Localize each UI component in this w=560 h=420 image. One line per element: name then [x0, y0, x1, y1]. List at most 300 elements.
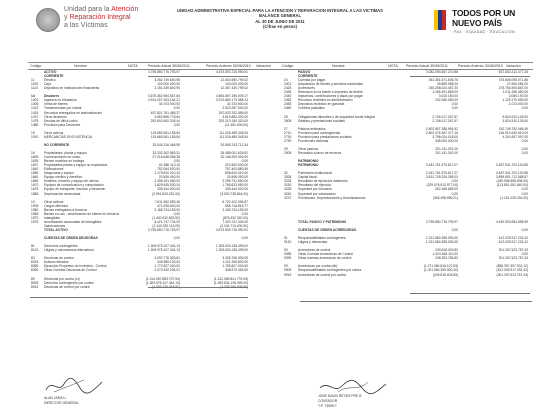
row-code: 89: [31, 276, 35, 281]
row-previous-value: 0,00: [521, 146, 528, 151]
report-title: BALANCE GENERAL: [258, 13, 302, 19]
logo-line-1: TODOS POR UN: [452, 8, 516, 18]
row-current-value: 2.706.017.267,67: [432, 118, 458, 123]
row-code: 1605: [31, 155, 39, 160]
row-previous-value: 301.267.523.757,43: [498, 256, 528, 261]
entity-title: UNIDAD ADMINISTRATIVA ESPECIAL PARA LA ATENCION Y REPARACION INTEGRAL A LAS VICTIMAS: [177, 8, 383, 13]
row-previous-value: 301.267.523.757,43: [498, 248, 528, 253]
row-previous-value: 1.768.623.550,00: [222, 183, 248, 188]
row-code: 83: [31, 256, 35, 261]
row-label: ACTIVO: [44, 70, 57, 74]
row-code: 2455: [284, 102, 292, 107]
row-current-value: (2.140.332.113,09): [152, 223, 180, 228]
row-label: Cuentas por pagar: [298, 78, 326, 83]
row-previous-value: (1.312.969.841.778,05): [213, 276, 248, 281]
row-code: 93: [284, 248, 288, 253]
row-code: 91: [284, 236, 288, 241]
row-label: Derechos contingentes por contra: [44, 280, 94, 285]
row-current-value: 27.216.638.556,38: [152, 155, 180, 160]
row-previous-value: 0,00: [521, 187, 528, 192]
row-code: 2460: [284, 106, 292, 111]
row-code: 9390: [284, 256, 292, 261]
director-signature: [44, 376, 104, 396]
row-previous-value: 3.487.941.702.100,65: [495, 171, 528, 176]
row-previous-value: 4.673.593.715.990,91: [215, 70, 248, 74]
row-code: 1965: [31, 211, 39, 216]
row-label: TOTAL ACTIVO: [44, 227, 68, 232]
row-code: 19: [31, 199, 35, 204]
row-current-value: 0,00: [173, 211, 180, 216]
col-left-current: Periodo Actual 30/06/2011: [148, 64, 190, 68]
row-current-value: 3.181.761.973.817,07: [425, 163, 458, 168]
report-header: [170, 8, 390, 30]
row-label: Construcciones en curso: [44, 155, 81, 160]
accountant-title: CONTADOR: [318, 399, 338, 403]
row-previous-value: 2.523.257.940,00: [222, 106, 248, 111]
row-code: 1640: [31, 167, 39, 172]
row-code: 8355: [31, 264, 39, 269]
row-current-value: 249.818.403,83: [435, 248, 458, 253]
row-code: 8390: [31, 268, 39, 273]
row-code: 99: [284, 264, 288, 269]
row-label: CUENTAS DE ORDEN ACREEDORAS: [298, 227, 357, 232]
row-label: Impuestos, contribuciones y tasas por pagar: [298, 94, 363, 99]
row-label: Deudores: [44, 94, 60, 99]
row-current-value: 2.706.017.267,67: [432, 114, 458, 119]
row-current-value: (1.271.984.816.107,83): [423, 264, 458, 269]
row-previous-value: 4.201.697.097,00: [502, 134, 528, 139]
row-label: Obligaciones laborales y de seguridad social integral: [298, 114, 375, 119]
unidad-victimas-logo: [36, 4, 186, 38]
row-previous-value: 512.025.917.232,42: [498, 236, 528, 241]
row-previous-value: 836.810.310,00: [225, 171, 248, 176]
row-current-value: 349.985.120,00: [157, 260, 180, 265]
row-code: 3270: [284, 195, 292, 200]
row-label: Acreedoras de control por contra: [298, 272, 347, 277]
row-current-value: 3.675.362.964.567,84: [147, 94, 180, 99]
row-label: Provisiones diversas: [298, 138, 329, 143]
section-rule: [300, 301, 532, 302]
row-previous-value: (512.025.917.232,42): [496, 268, 528, 273]
col-left-code: Código: [30, 64, 42, 68]
row-code: 2401: [284, 82, 292, 87]
row-code: 1635: [31, 159, 39, 164]
row-code: 1105: [31, 82, 39, 87]
row-current-value: 49.689.086,00: [436, 82, 458, 87]
unidad-victimas-logo-text: Unidad para la Atención y Reparación Integral a las Víctimas: [64, 6, 139, 29]
row-previous-value: (1.309.634.135.499,00): [213, 280, 248, 285]
row-label: Ejecución Proyectos de Inversión - Control: [44, 264, 107, 269]
row-previous-value: 2.299.731.550,00: [222, 179, 248, 184]
row-current-value: 0,00: [173, 236, 180, 241]
row-previous-value: 376.805.095.071,86: [498, 78, 528, 83]
row-current-value: (2.951.833.252,00): [152, 191, 180, 196]
row-label: Capital fiscal: [298, 175, 317, 180]
row-code: 1660: [31, 175, 39, 180]
row-current-value: 2.802.857.288.954,92: [425, 126, 458, 131]
row-current-value: 201.411.301,00: [435, 146, 458, 151]
row-code: 1665: [31, 179, 39, 184]
row-current-value: 3.181.761.973.817,07: [425, 171, 458, 176]
row-previous-value: 152.749.752.066,49: [498, 126, 528, 131]
row-code: 2790: [284, 138, 292, 143]
row-code: 32: [284, 171, 288, 176]
row-current-value: 457.821.781.485,37: [150, 110, 180, 115]
row-label: Intangibles: [44, 215, 60, 220]
row-label: Retención en la fuente e impuesto de timbre: [298, 90, 363, 95]
row-previous-value: 146.914.630.610,00: [498, 130, 528, 135]
row-label: Provisiones, Depreciaciones y Amortizaciones: [298, 195, 366, 200]
row-label: Cargos diferidos: [44, 203, 69, 208]
row-current-value: 2.802.376.267.377,16: [425, 130, 458, 135]
row-label: Edificaciones: [44, 167, 64, 172]
row-label: Pasivos estimados: [298, 126, 326, 131]
row-previous-value: 0,00: [521, 252, 528, 257]
row-current-value: (1.309.975.107.344,13): [145, 280, 180, 285]
row-previous-value: (301.267.523.757,43): [496, 272, 528, 277]
row-previous-value: 3.065.190,00: [508, 94, 528, 99]
row-code: 1975: [31, 219, 39, 224]
row-previous-value: (189.508.958.908,00): [496, 179, 528, 184]
row-previous-value: 1.221.305.800,00: [222, 260, 248, 265]
row-code: 9915: [284, 272, 292, 277]
row-current-value: 3.795.850.776.793,97: [425, 219, 458, 224]
row-previous-value: 1.129.170.553,00: [502, 98, 528, 103]
row-previous-value: 1.309.634.135.499,00: [215, 244, 248, 249]
col-left-variation: Variación: [256, 64, 271, 68]
row-code: 2710: [284, 130, 292, 135]
column-header-bar: [28, 62, 533, 70]
row-code: 1480: [31, 122, 39, 127]
col-left-previous: Periodo Anterior 30/06/2010: [206, 64, 251, 68]
row-previous-value: 292.210.180.320,00: [218, 118, 248, 123]
row-label: TOTAL PASIVO Y PATRIMONIO: [298, 219, 347, 224]
row-current-value: 345.000.000,00: [435, 138, 458, 143]
row-label: Caja: [44, 82, 51, 87]
col-right-variation: Variación: [506, 64, 521, 68]
row-current-value: 1.266.491.869,00: [432, 90, 458, 95]
row-previous-value: (1.151.229.434,00): [500, 195, 528, 200]
row-current-value: 7.611.952.583,45: [154, 199, 180, 204]
row-label: Equipo médico y científico: [44, 175, 83, 180]
row-current-value: 2.070.932.294,01: [154, 268, 180, 273]
row-code: 1475: [31, 118, 39, 123]
todos-por-un-nuevo-pais-logo: [432, 6, 532, 40]
row-current-value: 1.021.560.359.000,00: [425, 240, 458, 245]
row-current-value: 3.512.709.334.358,03: [425, 175, 458, 180]
row-current-value: 3.796.024.018,00: [432, 134, 458, 139]
report-units: (Cifras en pesos): [263, 24, 297, 30]
row-current-value: 0,00: [451, 191, 458, 196]
row-previous-value: 6.720.102.094,87: [222, 199, 248, 204]
row-current-value: 8.421.747.734,00: [154, 219, 180, 224]
row-current-value: 3.863.656.776,64: [154, 114, 180, 119]
col-right-nota: NOTA: [388, 64, 398, 68]
row-current-value: 1.179.810.310,43: [154, 171, 180, 176]
row-code: 2453: [284, 98, 292, 103]
row-label: Propiedades, planta y equipo: [44, 151, 87, 155]
row-label: CUENTAS DE ORDEN DEUDORAS: [44, 236, 98, 241]
row-previous-value: 537.652.213.377,28: [498, 70, 528, 74]
row-code: 1406: [31, 102, 39, 107]
row-current-value: 3.795.850.776.793,97: [147, 227, 180, 232]
row-code: 9905: [284, 268, 292, 273]
row-current-value: 34.703.900,00: [158, 102, 180, 107]
row-code: 2905: [284, 151, 292, 155]
row-current-value: 119.660.061.155,54: [150, 134, 180, 139]
row-code: 9355: [284, 252, 292, 257]
row-label: Acreedores: [298, 86, 315, 91]
row-code: 2436: [284, 90, 292, 95]
row-label: Equipo de transporte, tracción y elevación: [44, 187, 106, 192]
row-current-value: 0,00: [173, 159, 180, 164]
row-current-value: 292.602.652.305,44: [150, 118, 180, 123]
row-previous-value: 3.624.910.126,00: [502, 118, 528, 123]
row-previous-value: (3.104.713.400,00): [220, 223, 248, 228]
row-code: 8315: [31, 260, 39, 265]
row-previous-value: (858.397.397.001,12): [496, 264, 528, 269]
total-rule: [148, 76, 248, 77]
row-label: Provisión para contingencias: [298, 130, 341, 135]
row-label: Bienes entregados a terceros: [44, 207, 88, 212]
colombia-seal-icon: [36, 8, 60, 32]
row-previous-value: 0,00: [521, 227, 528, 232]
row-current-value: 3.610.180,00: [438, 94, 458, 99]
row-current-value: 0,00: [173, 106, 180, 111]
row-label: CORRIENTE: [298, 74, 318, 79]
row-label: Responsabilidades contingentes por contra: [298, 268, 362, 273]
row-current-value: 1.772.827.000,00: [154, 264, 180, 269]
row-previous-value: 3.487.941.702.100,65: [495, 163, 528, 168]
row-current-value: 100.000.000,00: [157, 82, 180, 87]
row-previous-value: 0,00: [521, 138, 528, 143]
row-current-value: 248.393.785,83: [435, 256, 458, 261]
logo-line-2: NUEVO PAÍS: [452, 18, 502, 28]
row-label: Resultado de ejercicios anteriores: [298, 179, 348, 184]
row-label: Deudas de difícil cobro: [44, 118, 78, 123]
row-current-value: 102.065.080,00: [435, 98, 458, 103]
row-previous-value: 12.603.950.799,02: [220, 78, 248, 83]
col-right-previous: Periodo Anterior 30/06/2010: [458, 64, 503, 68]
row-code: 1905: [31, 203, 39, 208]
row-code: 1110: [31, 86, 38, 91]
row-code: 29: [284, 146, 288, 151]
row-current-value: (1.314.067.883.707,94): [145, 276, 180, 281]
accountant-name: JOSE DAVID REYES PRE B: [318, 394, 362, 398]
row-label: Litigios y mecanismos alternativos: [44, 248, 95, 253]
row-current-value: 3.795.850.776.793,97: [147, 70, 180, 74]
row-previous-value: 267.633.762.889,00: [218, 110, 248, 115]
accountant-signature: [318, 376, 388, 396]
row-label: Activos retirados: [44, 260, 69, 265]
total-rule: [410, 293, 530, 294]
row-previous-value: 27.660.084,00: [506, 82, 528, 87]
row-code: 1970: [31, 215, 39, 220]
row-current-value: 335.444.000,00: [157, 187, 180, 192]
row-label: Depósitos recibidos en garantía: [298, 102, 345, 107]
row-previous-value: 7.420.747.334,00: [222, 219, 248, 224]
row-label: Transferencias por cobrar: [44, 106, 82, 111]
row-label: Otros deudores: [44, 114, 67, 119]
row-previous-value: 0,00: [521, 106, 528, 111]
director-name: ALAN JARA U: [44, 396, 66, 400]
row-current-value: (4.092.776.363,81): [152, 284, 180, 289]
row-current-value: 752.064.920,00: [157, 167, 180, 172]
row-previous-value: 20.148.200.000,00: [220, 155, 248, 160]
row-label: Efectivo: [44, 78, 56, 83]
row-label: Otras Cuentas Acreedoras de Control: [298, 252, 353, 257]
row-current-value: (1.400.032.653,52): [152, 215, 180, 220]
report-date: AL 30 DE JUNIO DE 2011: [255, 18, 305, 24]
row-label: NO CORRIENTE: [44, 142, 70, 147]
row-current-value: 3.264.749.840,95: [154, 78, 180, 83]
row-previous-value: 111.026.489.345,94: [219, 130, 248, 135]
row-previous-value: 1.309.634.135.499,00: [215, 248, 248, 253]
row-label: PASIVO: [298, 70, 311, 74]
row-label: CORRIENTE: [44, 74, 64, 79]
row-previous-value: (3.000.738.864,00): [220, 191, 248, 196]
row-label: Recursos recibidos en administración: [298, 98, 353, 103]
row-current-value: (363.498.996,21): [432, 195, 458, 200]
row-previous-value: 2.165.724.183,00: [222, 207, 248, 212]
row-previous-value: 210.500.000,00: [225, 163, 248, 168]
row-previous-value: 0,00: [241, 236, 248, 241]
row-label: Resultado del ejercicio: [298, 183, 332, 188]
row-current-value: 246.258.023.457,20: [428, 86, 458, 91]
row-code: 27: [284, 126, 288, 131]
row-previous-value: 100.000.000,00: [225, 82, 248, 87]
row-code: 16: [31, 151, 35, 155]
row-code: 1685: [31, 191, 39, 196]
row-previous-value: 111.026.489.345,94: [219, 134, 248, 139]
row-label: Ingresos no tributarios: [44, 98, 77, 103]
row-current-value: 262.169.689,00: [435, 187, 458, 192]
row-label: Deudoras por contra (cr): [44, 276, 80, 281]
row-current-value: 2.168.724.183,00: [154, 207, 180, 212]
row-code: 3208: [284, 175, 292, 180]
row-code: 11: [31, 78, 35, 83]
row-label: Muebles, enseres y equipo de oficina: [44, 179, 99, 184]
row-current-value: 3.082.094.557.270,88: [425, 70, 458, 74]
row-code: 2505: [284, 118, 292, 123]
row-previous-value: 1.765.827.000,00: [222, 264, 248, 269]
row-label: Otros pasivos: [298, 146, 319, 151]
row-label: Amortización acumulada de intangibles: [44, 219, 102, 224]
row-label: Otros activos: [44, 130, 64, 135]
row-current-value: 0,00: [451, 179, 458, 184]
row-label: Propiedades planta y equipo no explotados: [44, 163, 108, 168]
row-current-value: 1.829.535.530,24: [154, 183, 180, 188]
row-current-value: 0,00: [451, 102, 458, 107]
row-code: 2440: [284, 94, 292, 99]
row-previous-value: 3.815.883.330,00: [222, 114, 248, 119]
row-current-value: 0,00: [173, 122, 180, 127]
logo-tagline: PAZ · EQUIDAD · EDUCACIÓN: [454, 30, 516, 34]
row-code: 2425: [284, 86, 292, 91]
row-label: Deudoras de control: [44, 256, 74, 261]
row-previous-value: 3.624.910.126,00: [502, 114, 528, 119]
row-previous-value: 4.490.933.654.698,99: [495, 219, 528, 224]
row-code: 8915: [31, 284, 39, 289]
row-code: 1675: [31, 187, 39, 192]
row-code: 8905: [31, 280, 39, 285]
row-label: Otros activos: [44, 199, 64, 204]
row-code: 1424: [31, 110, 39, 115]
flag-mark-icon: [432, 8, 448, 32]
row-previous-value: 12.357.430.799,02: [220, 86, 248, 91]
row-previous-value: 0,00: [521, 191, 528, 196]
row-code: 2715: [284, 134, 292, 139]
row-previous-value: 26.488.001.626,62: [220, 151, 248, 155]
row-code: 1470: [31, 114, 39, 119]
row-label: Acreedoras por contra (db): [298, 264, 338, 269]
row-label: MERCANCÍAS EN EXISTENCIA: [44, 134, 92, 139]
row-label: Adquisición de bienes y servicios nacionales: [298, 82, 364, 87]
row-label: Recaudos a favor de terceros: [298, 151, 342, 155]
row-label: Bienes en uso - amortización de bienes en terceros: [44, 211, 120, 216]
row-code: 3235: [284, 187, 292, 192]
row-previous-value: 658.716.815,77: [225, 203, 248, 208]
row-current-value: 2.308.151.560,00: [154, 179, 180, 184]
row-previous-value: 20.508.743.712,34: [220, 142, 248, 147]
row-previous-value: (3.335.706.309,05): [220, 284, 248, 289]
row-current-value: (1.021.560.359.000,00): [423, 268, 458, 273]
row-previous-value: 0,00: [241, 159, 248, 164]
row-label: Créditos judiciales: [298, 106, 325, 111]
row-code: 81: [31, 244, 35, 249]
row-label: Superávit por valorización: [298, 191, 336, 196]
col-left-nota: NOTA: [128, 64, 138, 68]
row-label: Maquinaria y equipo: [44, 171, 74, 176]
row-code: 9120: [284, 240, 292, 245]
row-label: Equipos de comunicación y computación: [44, 183, 104, 188]
row-code: 1655: [31, 171, 39, 176]
row-current-value: 4.914.007.303.164,21: [147, 98, 180, 103]
row-label: Salarios y prestaciones sociales: [298, 118, 345, 123]
row-previous-value: (11.451.000,00): [224, 122, 248, 127]
row-label: Depreciación acumulada: [44, 191, 81, 196]
row-label: Otras cuentas acreedoras de control: [298, 256, 352, 261]
row-current-value: 4.092.776.363,81: [154, 256, 180, 261]
row-previous-value: (875.432.320,00): [222, 215, 248, 220]
row-previous-value: (113.851.051.640,00): [496, 183, 528, 188]
row-label: Patrimonio institucional: [298, 171, 332, 176]
row-code: 8120: [31, 248, 39, 253]
row-previous-value: 4.673.593.715.990,91: [215, 227, 248, 232]
row-code: 14: [31, 94, 35, 99]
row-label: Deudoras de control por contra: [44, 284, 90, 289]
row-current-value: 1.309.975.107.344,13: [147, 248, 180, 253]
row-code: 1413: [31, 106, 39, 111]
row-label: Acreedoras de control: [298, 248, 331, 253]
row-code: 3230: [284, 183, 292, 188]
row-previous-value: 34.703.900,00: [226, 102, 248, 107]
row-label: Venta de bienes: [44, 102, 68, 107]
row-label: Provisión para Deudores: [44, 122, 81, 127]
row-current-value: 1.021.560.359.000,00: [425, 236, 458, 241]
row-current-value: 0,00: [451, 227, 458, 232]
section-rule: [30, 297, 248, 298]
director-title: DIRECTOR GENERAL: [44, 401, 79, 405]
row-previous-value: 757.403.880,50: [225, 167, 248, 172]
row-previous-value: 0,00: [521, 151, 528, 155]
row-label: Depósitos en instituciones financieras: [44, 86, 100, 91]
row-label: PATRIMONIO: [298, 159, 319, 164]
row-current-value: 61.580.113,10: [159, 163, 180, 168]
row-current-value: 201.411.301,00: [435, 151, 458, 155]
row-current-value: 20.506.050,00: [158, 175, 180, 180]
col-right-code: Código: [282, 64, 294, 68]
